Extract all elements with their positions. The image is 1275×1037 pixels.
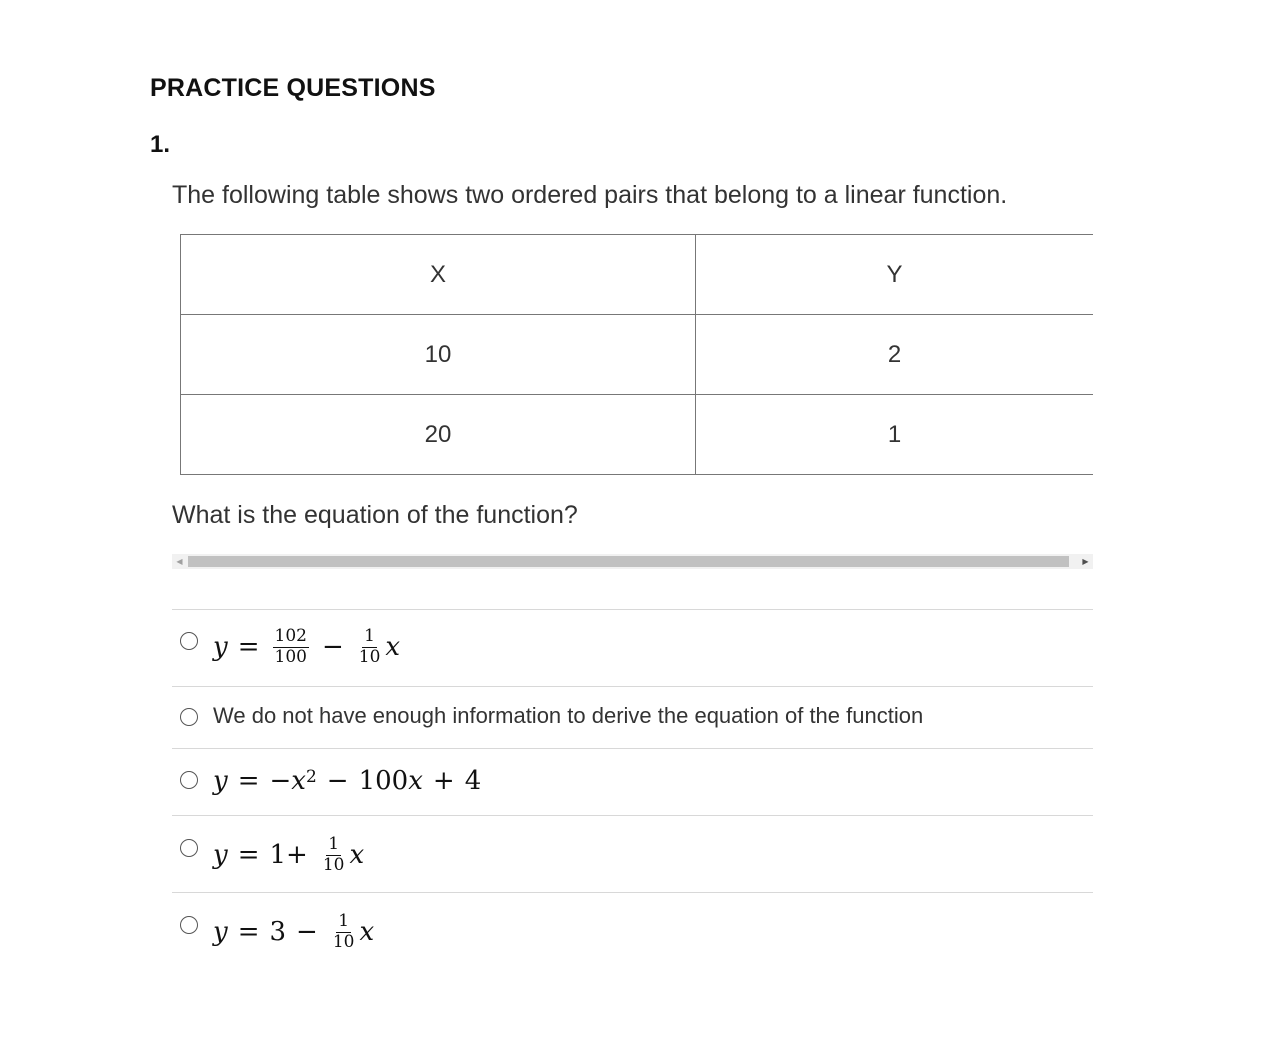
math-op: − bbox=[296, 917, 318, 947]
radio-unchecked-icon[interactable] bbox=[180, 708, 198, 726]
math-var: x bbox=[385, 632, 401, 662]
math-op: = bbox=[237, 766, 260, 796]
answer-option[interactable] bbox=[172, 687, 1093, 749]
math-fraction bbox=[273, 627, 309, 667]
fraction-denominator: 100 bbox=[274, 646, 307, 667]
table-cell-x: 10 bbox=[181, 315, 696, 395]
option-equation bbox=[213, 830, 364, 880]
fraction-denominator: 10 bbox=[358, 646, 381, 667]
math-op: + bbox=[286, 840, 308, 870]
math-fraction bbox=[331, 912, 357, 952]
fraction-numerator: 1 bbox=[338, 910, 350, 931]
math-fraction bbox=[321, 835, 347, 875]
fraction-denominator: 10 bbox=[332, 931, 355, 952]
math-var: x bbox=[408, 766, 423, 796]
answer-option[interactable] bbox=[172, 816, 1093, 893]
triangle-right-icon[interactable]: ▶ bbox=[1082, 557, 1089, 566]
math-var: x bbox=[359, 917, 375, 947]
question-number: 1. bbox=[150, 131, 171, 158]
math-var: x bbox=[349, 840, 365, 870]
table-header-row bbox=[181, 235, 1094, 315]
radio-unchecked-icon[interactable] bbox=[180, 916, 198, 934]
fraction-numerator: 1 bbox=[364, 625, 375, 646]
table-header-y: Y bbox=[696, 235, 1094, 315]
math-op: = bbox=[237, 917, 260, 947]
math-var: y bbox=[213, 840, 228, 870]
fraction-numerator: 102 bbox=[274, 625, 307, 646]
math-op: = bbox=[237, 632, 260, 662]
fraction-numerator: 1 bbox=[328, 833, 340, 854]
option-equation bbox=[213, 761, 481, 801]
answer-option[interactable] bbox=[172, 893, 1093, 970]
page-title: PRACTICE QUESTIONS bbox=[150, 74, 436, 102]
radio-unchecked-icon[interactable] bbox=[180, 839, 198, 857]
table-cell-x: 20 bbox=[181, 395, 696, 475]
math-number: 1 bbox=[269, 840, 287, 870]
table-cell-y: 1 bbox=[696, 395, 1094, 475]
math-number: 100 bbox=[358, 766, 409, 796]
table-cell-y: 2 bbox=[696, 315, 1094, 395]
math-var: y bbox=[213, 632, 228, 662]
fraction-denominator: 10 bbox=[322, 854, 345, 875]
horizontal-scrollbar[interactable] bbox=[172, 554, 1093, 569]
math-var: y bbox=[213, 766, 228, 796]
math-op: = bbox=[237, 840, 260, 870]
radio-unchecked-icon[interactable] bbox=[180, 632, 198, 650]
question-prompt: The following table shows two ordered pairs that belong to a linear function. bbox=[172, 181, 1008, 209]
option-equation bbox=[213, 622, 400, 672]
math-number: 3 bbox=[269, 917, 287, 947]
ordered-pairs-table bbox=[180, 234, 1093, 475]
triangle-left-icon[interactable]: ◀ bbox=[176, 557, 183, 566]
math-op: − bbox=[326, 766, 349, 796]
answer-options bbox=[172, 609, 1093, 970]
math-exponent: 2 bbox=[305, 767, 317, 787]
scrollbar-thumb[interactable] bbox=[188, 556, 1069, 567]
math-op: − bbox=[321, 632, 344, 662]
table-row bbox=[181, 315, 1094, 395]
math-fraction bbox=[357, 627, 383, 667]
answer-option[interactable] bbox=[172, 749, 1093, 816]
question-ask: What is the equation of the function? bbox=[172, 501, 578, 529]
option-equation bbox=[213, 907, 374, 957]
option-label: We do not have enough information to derive the equation of the function bbox=[213, 703, 924, 728]
table-row bbox=[181, 395, 1094, 475]
math-var: x bbox=[291, 766, 306, 796]
math-var: y bbox=[213, 917, 228, 947]
math-op: − bbox=[269, 766, 292, 796]
math-number: 4 bbox=[464, 766, 482, 796]
table-header-x: X bbox=[181, 235, 696, 315]
math-op: + bbox=[432, 766, 455, 796]
answer-option[interactable] bbox=[172, 610, 1093, 687]
radio-unchecked-icon[interactable] bbox=[180, 771, 198, 789]
